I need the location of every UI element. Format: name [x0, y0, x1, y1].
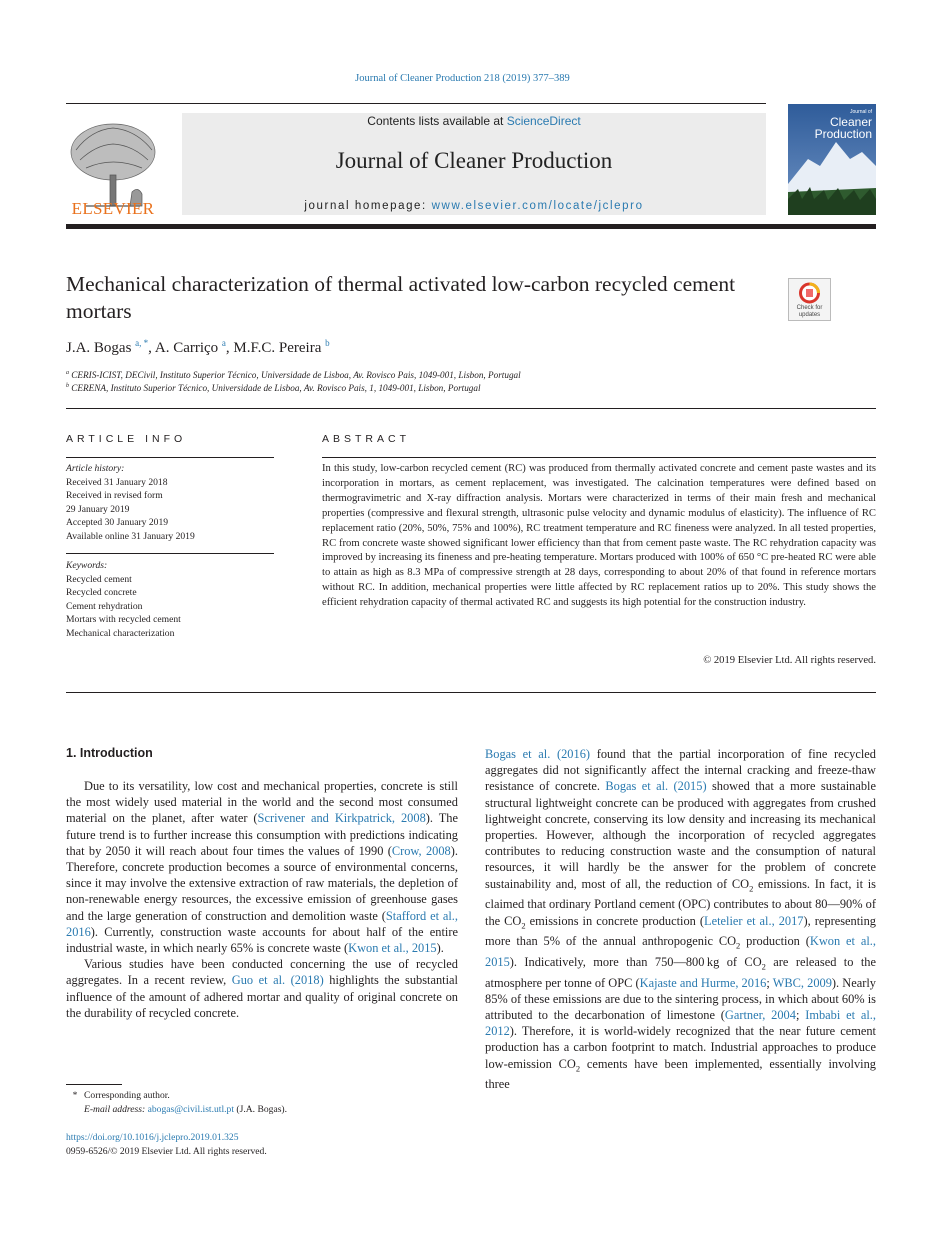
cover-title-line1: Cleaner [829, 115, 872, 129]
history-item: Accepted 30 January 2019 [66, 517, 169, 528]
history-item: Received in revised form [66, 490, 163, 501]
paragraph [66, 778, 458, 956]
text-run: ). Indicatively, more than 750—800 kg of CO [509, 954, 762, 969]
citation-link[interactable]: Imbabi et al., 2012 [485, 1007, 876, 1039]
cover-title-line2: Production [814, 127, 872, 141]
text-run: ; [795, 1007, 806, 1022]
text-run: highlights the substantial influence of the amount of adhered mortar and quality of original concrete on the durability of recycled concrete. [66, 973, 458, 1020]
divider [66, 692, 876, 693]
email-label: E-mail address: [84, 1103, 146, 1115]
homepage-link[interactable]: www.elsevier.com/locate/jclepro [431, 200, 644, 212]
subscript: 2 [521, 919, 526, 930]
homepage-prefix: journal homepage: [304, 200, 432, 212]
sciencedirect-link[interactable]: ScienceDirect [506, 114, 581, 128]
citation-link[interactable]: Letelier et al., 2017 [704, 913, 804, 928]
text-run: production ( [740, 934, 810, 949]
affiliation-mark: a [66, 370, 69, 376]
citation-link[interactable]: Stafford et al., 2016 [66, 908, 459, 939]
author-name: J.A. Bogas [66, 340, 132, 356]
publisher-wordmark: ELSEVIER [71, 199, 155, 218]
text-run: cements have been implemented, essentially involving three [485, 1056, 876, 1092]
author-name: M.F.C. Pereira [233, 340, 322, 356]
article-history [66, 462, 276, 543]
abstract-copyright: © 2019 Elsevier Ltd. All rights reserved. [703, 655, 876, 666]
keyword-item: Recycled cement [66, 573, 132, 585]
citation-link[interactable]: Kwon et al., 2015 [485, 934, 876, 969]
section-heading: 1. Introduction [66, 746, 153, 760]
citation-link[interactable]: Kajaste and Hurme, 2016 [639, 975, 767, 990]
cover-small-text: Journal of [850, 109, 872, 115]
keyword-item: Cement rehydration [66, 600, 143, 612]
homepage-line [182, 200, 766, 212]
doi-link[interactable]: https://doi.org/10.1016/j.jclepro.2019.01.325 [66, 1132, 239, 1143]
text-run: ). Therefore, it is world-widely recognized that the near future cement production has a carbon footprint to match. Industrial approaches to produce low-emission CO [485, 1024, 876, 1071]
divider [66, 103, 766, 104]
divider [322, 457, 876, 458]
history-item: 29 January 2019 [66, 503, 130, 515]
keywords-label: Keywords: [66, 560, 108, 571]
text-run: are released to the atmosphere per tonne of OPC ( [485, 954, 876, 990]
text-run: ), representing more than 5% of the annual anthropogenic CO [485, 913, 876, 949]
history-item: Received 31 January 2018 [66, 476, 168, 488]
affiliation-text: CERIS-ICIST, DECivil, Instituto Superior Técnico, Universidade de Lisboa, Av. Rovisco Pais, 1049-001, Lisbon, Portugal [71, 370, 521, 381]
keyword-item: Mechanical characterization [66, 627, 175, 639]
text-run: Due to its versatility, low cost and mechanical properties, concrete is still the most widely used material in the world and the second most consumed material on the planet, after water ( [66, 779, 458, 826]
contents-prefix: Contents lists available at [367, 114, 507, 128]
check-updates-label: Check for updates [796, 305, 823, 318]
paragraph [485, 746, 876, 1092]
affiliation [66, 383, 481, 393]
article-title: Mechanical characterization of thermal activated low-carbon recycled cement mortars [66, 272, 736, 323]
paragraph [66, 956, 458, 1021]
footnote-divider [66, 1084, 122, 1085]
affiliation-mark: b [66, 383, 69, 389]
citation-link[interactable]: Guo et al. (2018) [231, 973, 324, 988]
body-column-left [66, 778, 458, 1021]
subscript: 2 [736, 940, 741, 951]
corresponding-author-note: Corresponding author. [84, 1090, 170, 1101]
abstract-text: In this study, low-carbon recycled cement (RC) was produced from thermally activated concrete and cement paste wastes and its incorporation in mortars, as cement replacement, was investigated. The calcination temperatures were defined based on thermogravimetric and X-ray diffraction analysis. Mortars were characterized in terms of their main fresh and mechanical properties (compressive and flexural strength, ultrasonic pulse velocity and dynamic modulus of elasticity). The influence of RC replacement ratio (20%, 50%, 75% and 100%), RC treatment temperature and RC fineness were analyzed. In all tested properties, RC from concrete waste showed significant lower efficiency than that from cement paste waste. The RC rehydration capacity was improved by increasing its fineness and pre-heating temperature. Mortars produced with 100% of 650 °C pre-heated RC were able to attain as high as 8.3 MPa of compressive strength at 28 days, corresponding to about 20% of that found in reference mortars without RC. In addition, mechanical properties were little affected by RC replacement ratios up to 20%. This study shows the efficient rehydration capacity of thermal activated RC and suggests its high potential for the construction industry. [322, 463, 876, 609]
email-suffix: (J.A. Bogas). [234, 1103, 288, 1115]
doi-block [66, 1131, 267, 1158]
author-name: A. Carriço [154, 340, 219, 356]
journal-name: Journal of Cleaner Production [335, 148, 613, 173]
text-run: emissions in concrete production ( [525, 913, 705, 928]
author-affiliation-mark[interactable]: b [325, 338, 330, 348]
citation-link[interactable]: Scrivener and Kirkpatrick, 2008 [257, 811, 426, 826]
abstract-heading: ABSTRACT [322, 433, 411, 445]
keywords [66, 559, 276, 640]
divider [66, 553, 274, 554]
footnote [66, 1089, 287, 1116]
author-affiliation-mark[interactable]: a, * [135, 338, 149, 348]
citation-link[interactable]: Gartner, 2004 [724, 1007, 796, 1022]
footnote-mark: * [72, 1090, 78, 1101]
author-list: J.A. Bogas $^{a, *}$, A. Carriço $^a$, M.F.C. Pereira $^b$ [66, 338, 330, 356]
citation-link[interactable]: WBC, 2009 [772, 975, 832, 990]
affiliation-text: CERENA, Instituto Superior Técnico, Universidade de Lisboa, Av. Rovisco Pais, 1, 1049-001, Lisbon, Portugal [71, 383, 481, 394]
history-label: Article history: [66, 463, 125, 474]
text-run: ; [766, 975, 773, 990]
article-info-heading: ARTICLE INFO [66, 433, 187, 445]
journal-reference[interactable]: Journal of Cleaner Production 218 (2019) 377–389 [355, 73, 570, 84]
citation-link[interactable]: Crow, 2008 [391, 843, 451, 858]
contents-line [182, 114, 766, 128]
text-run: emissions. In fact, it is claimed that ordinary Portland cement (OPC) contributes to about 80—90% of the CO [485, 876, 876, 928]
text-run: ). Therefore, concrete production becomes a source of environmental concerns, since it may involve the extensive extraction of raw materials, the depletion of non-renewable energy resources, the excessive emission of greenhouse gases and the large generation of construction and demolition waste ( [66, 843, 458, 923]
citation-link[interactable]: Bogas et al. (2015) [605, 779, 707, 794]
affiliation [66, 370, 521, 380]
text-run: ). Currently, construction waste accounts for about half of the entire industrial waste, in which nearly 65% is concrete waste ( [66, 924, 458, 956]
divider [66, 457, 274, 458]
issn-copyright: 0959-6526/© 2019 Elsevier Ltd. All rights reserved. [66, 1145, 267, 1157]
subscript: 2 [761, 961, 766, 972]
text-run: ). [436, 941, 444, 956]
text-run: ). Nearly 85% of these emissions are due to the sintering process, in which about 60% is attributed to the decarbonation of limestone ( [485, 975, 876, 1022]
keyword-item: Recycled concrete [66, 587, 137, 598]
author-affiliation-mark[interactable]: a [221, 338, 226, 348]
text-run: ). The future trend is to further increase this consumption with predictions indicating that by 2050 it will reach about four times the values of 1990 ( [66, 811, 458, 858]
keyword-item: Mortars with recycled cement [66, 614, 181, 625]
text-run: showed that a more sustainable structural lightweight concrete can be produced with aggregates from crushed lightweight concrete, conserving its low density and increasing its mechanical properties. However, although the incorporation of recycled aggregates contributes to reducing construction waste and the consumption of natural resources, it will hardly be the answer for the problem of concrete sustainability and, most of all, the reduction of CO [485, 779, 876, 891]
body-column-right [485, 746, 876, 1092]
text-run: Various studies have been conducted concerning the use of recycled aggregates. In a recent review, [66, 957, 458, 988]
citation-link[interactable]: Bogas et al. (2016) [485, 747, 591, 761]
subscript: 2 [749, 883, 754, 894]
text-run: found that the partial incorporation of fine recycled aggregates did not significantly affect the internal cracking and freeze-thaw resistance of concrete. [485, 747, 876, 794]
check-for-updates-button[interactable] [788, 278, 831, 321]
subscript: 2 [575, 1063, 581, 1073]
header-divider [66, 224, 876, 229]
citation-link[interactable]: Kwon et al., 2015 [348, 941, 437, 956]
journal-cover-image [788, 104, 876, 215]
history-item: Available online 31 January 2019 [66, 530, 195, 542]
email-link[interactable]: abogas@civil.ist.utl.pt [147, 1103, 234, 1115]
divider [66, 408, 876, 409]
